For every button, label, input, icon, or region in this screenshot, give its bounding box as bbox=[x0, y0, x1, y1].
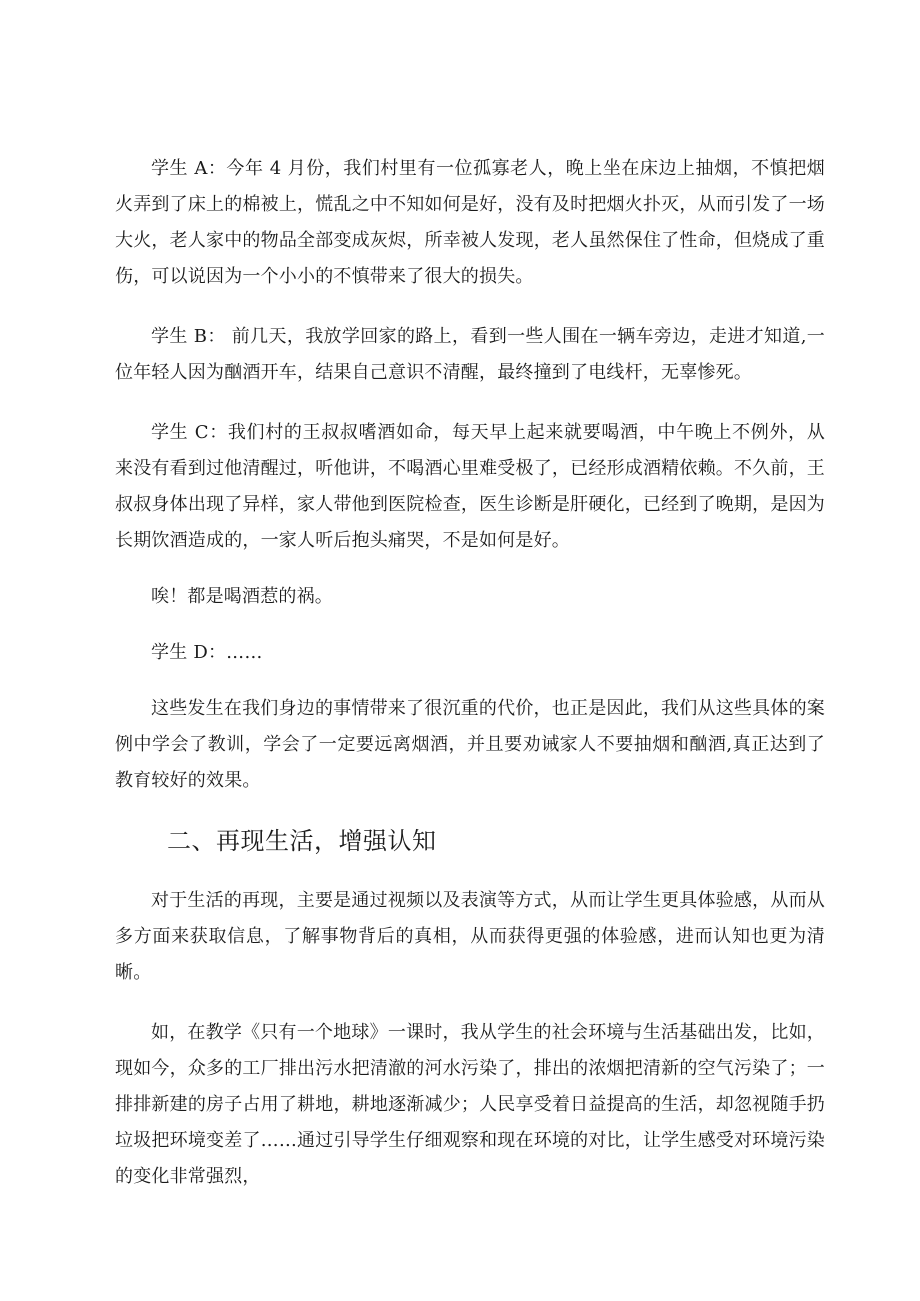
paragraph-summary: 这些发生在我们身边的事情带来了很沉重的代价，也正是因此，我们从这些具体的案例中学会了教训，学会了一定要远离烟酒，并且要劝诫家人不要抽烟和酗酒,真正达到了教育较好的效果。 bbox=[115, 698, 825, 791]
document-page bbox=[115, 151, 825, 1195]
paragraph-student-a: 学生 A：今年 4 月份，我们村里有一位孤寡老人，晚上坐在床边上抽烟，不慎把烟火弄到了床上的棉被上，慌乱之中不知如何是好，没有及时把烟火扑灭，从而引发了一场大火，老人家中的物品全部变成灰烬，所幸被人发现，老人虽然保住了性命，但烧成了重伤，可以说因为一个小小的不慎带来了很大的损失。 bbox=[115, 158, 825, 287]
paragraph-section-intro: 对于生活的再现，主要是通过视频以及表演等方式，从而让学生更具体验感，从而从多方面来获取信息，了解事物背后的真相，从而获得更强的体验感，进而认知也更为清晰。 bbox=[115, 890, 825, 983]
paragraph-section-example: 如，在教学《只有一个地球》一课时，我从学生的社会环境与生活基础出发，比如，现如今，众多的工厂排出污水把清澈的河水污染了，排出的浓烟把清新的空气污染了；一排排新建的房子占用了耕地，耕地逐渐减少；人民享受着日益提高的生活，却忽视随手扔垃圾把环境变差了……通过引导学生仔细观察和现在环境的对比，让学生感受对环境污染的变化非常强烈， bbox=[115, 1022, 825, 1187]
section-heading: 二、再现生活，增强认知 bbox=[167, 827, 437, 855]
paragraph-sigh: 唉！都是喝酒惹的祸。 bbox=[151, 586, 333, 607]
paragraph-student-b: 学生 B： 前几天，我放学回家的路上，看到一些人围在一辆车旁边，走进才知道,一位年轻人因为酗酒开车，结果自己意识不清醒，最终撞到了电线杆，无辜惨死。 bbox=[115, 326, 825, 383]
paragraph-student-c: 学生 C：我们村的王叔叔嗜酒如命，每天早上起来就要喝酒，中午晚上不例外，从来没有看到过他清醒过，听他讲，不喝酒心里难受极了，已经形成酒精依赖。不久前，王叔叔身体出现了异样，家人带他到医院检查，医生诊断是肝硬化，已经到了晚期，是因为长期饮酒造成的，一家人听后抱头痛哭，不是如何是好。 bbox=[115, 422, 825, 551]
paragraph-student-d: 学生 D：…… bbox=[151, 642, 263, 663]
